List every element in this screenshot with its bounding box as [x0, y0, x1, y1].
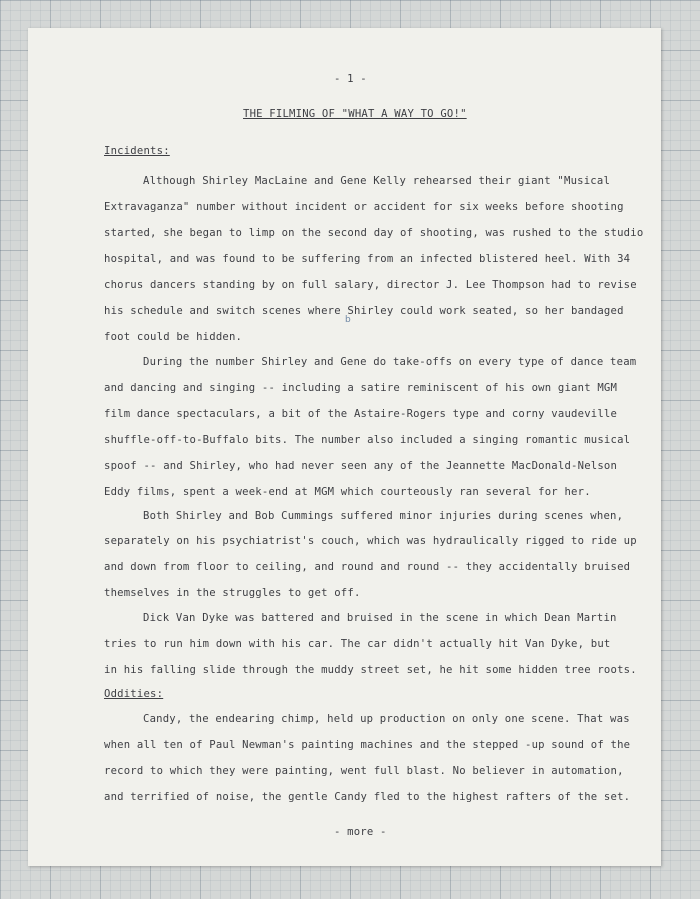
- text-line: Candy, the endearing chimp, held up production on only one scene. That was: [143, 713, 630, 725]
- text-line: and terrified of noise, the gentle Candy fled to the highest rafters of the set.: [104, 791, 631, 803]
- text-line: Although Shirley MacLaine and Gene Kelly rehearsed their giant "Musical: [143, 175, 611, 187]
- text-line: started, she began to limp on the second day of shooting, was rushed to the studio: [104, 227, 644, 239]
- text-line: record to which they were painting, went full blast. No believer in automation,: [104, 765, 624, 777]
- text-line: During the number Shirley and Gene do take-offs on every type of dance team: [143, 356, 637, 368]
- text-line: shuffle-off-to-Buffalo bits. The number also included a singing romantic musical: [104, 434, 631, 446]
- text-line: Extravaganza" number without incident or accident for six weeks before shooting: [104, 201, 624, 213]
- text-line: his schedule and switch scenes where Shirley could work seated, so her bandaged: [104, 305, 624, 317]
- text-line: Eddy films, spent a week-end at MGM which courteously ran several for her.: [104, 486, 591, 498]
- text-line: and down from floor to ceiling, and round and round -- they accidentally bruised: [104, 561, 631, 573]
- section-heading-incidents: Incidents:: [104, 145, 170, 157]
- text-line: separately on his psychiatrist's couch, which was hydraulically rigged to ride up: [104, 535, 637, 547]
- footer-continuation: - more -: [334, 826, 387, 838]
- text-line: tries to run him down with his car. The car didn't actually hit Van Dyke, but: [104, 638, 611, 650]
- page-number: - 1 -: [334, 73, 367, 85]
- text-line: spoof -- and Shirley, who had never seen any of the Jeannette MacDonald-Nelson: [104, 460, 618, 472]
- text-line: hospital, and was found to be suffering from an infected blistered heel. With 34: [104, 253, 631, 265]
- section-heading-oddities: Oddities:: [104, 688, 164, 700]
- text-line: Both Shirley and Bob Cummings suffered minor injuries during scenes when,: [143, 510, 624, 522]
- page-title: THE FILMING OF "WHAT A WAY TO GO!": [243, 108, 467, 120]
- text-line: in his falling slide through the muddy street set, he hit some hidden tree roots.: [104, 664, 637, 676]
- text-line: chorus dancers standing by on full salary, director J. Lee Thompson had to revise: [104, 279, 637, 291]
- text-line: themselves in the struggles to get off.: [104, 587, 361, 599]
- text-line: Dick Van Dyke was battered and bruised in the scene in which Dean Martin: [143, 612, 617, 624]
- text-line: film dance spectaculars, a bit of the Astaire-Rogers type and corny vaudeville: [104, 408, 618, 420]
- text-line: foot could be hidden.: [104, 331, 243, 343]
- typewritten-page: [28, 28, 661, 866]
- text-line: when all ten of Paul Newman's painting machines and the stepped -up sound of the: [104, 739, 631, 751]
- text-line: and dancing and singing -- including a satire reminiscent of his own giant MGM: [104, 382, 618, 394]
- pencil-mark: b: [345, 315, 351, 325]
